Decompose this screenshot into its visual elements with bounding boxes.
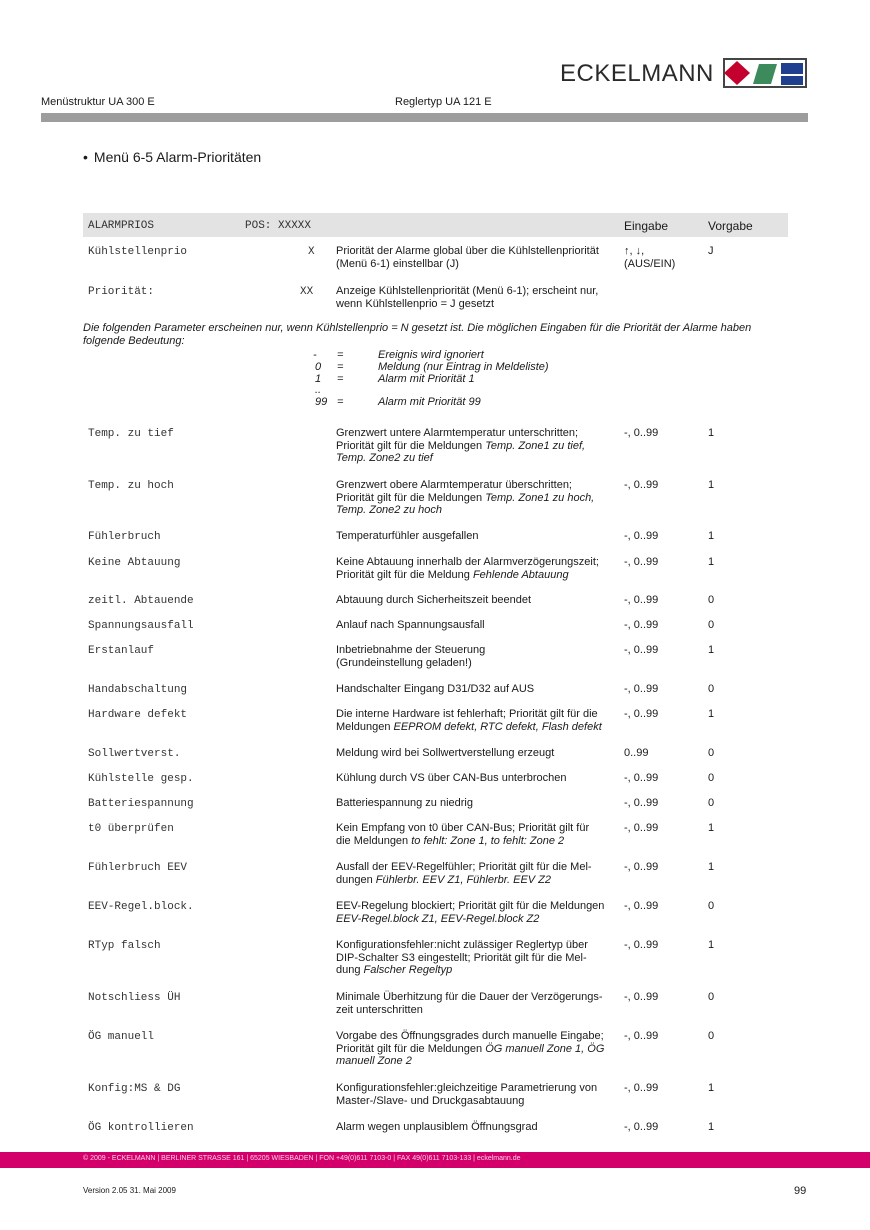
param-vorgabe: 1 bbox=[708, 708, 715, 720]
note-paragraph: Die folgenden Parameter erscheinen nur, wenn Kühlstellenprio = N gesetzt ist. Die möglichen Eingaben für die Priorität der Alarme haben folgende Bedeutung: bbox=[83, 322, 752, 347]
param-eingabe: -, 0..99 bbox=[624, 708, 659, 720]
param-name: Keine Abtauung bbox=[88, 557, 181, 569]
param-vorgabe: 1 bbox=[708, 427, 715, 439]
section-title-text: Menü 6-5 Alarm-Prioritäten bbox=[93, 149, 262, 165]
param-desc: Minimale Überhitzung für die Dauer der Verzögerungs- zeit unterschritten bbox=[336, 991, 603, 1016]
param-vorgabe: 0 bbox=[708, 797, 715, 809]
header-document-title: Menüstruktur UA 300 E bbox=[41, 96, 155, 108]
param-name: Sollwertverst. bbox=[88, 748, 181, 760]
param-desc: Inbetriebnahme der Steuerung (Grundeinstellung geladen!) bbox=[336, 644, 486, 669]
param-name: Batteriespannung bbox=[88, 798, 194, 810]
param-name: ÖG kontrollieren bbox=[88, 1122, 194, 1134]
param-eingabe: -, 0..99 bbox=[624, 772, 659, 784]
param-name: Notschliess ÜH bbox=[88, 992, 181, 1004]
param-name: Temp. zu hoch bbox=[88, 480, 174, 492]
param-name: Spannungsausfall bbox=[88, 620, 194, 632]
param-vorgabe: 1 bbox=[708, 530, 715, 542]
param-name: RTyp falsch bbox=[88, 940, 161, 952]
legend-equals: = bbox=[337, 373, 344, 385]
param-name: t0 überprüfen bbox=[88, 823, 174, 835]
param-name: Kühlstelle gesp. bbox=[88, 773, 194, 785]
param-eingabe: -, 0..99 bbox=[624, 479, 659, 491]
param-desc: Konfigurationsfehler:nicht zulässiger Reglertyp über DIP-Schalter S3 eingestellt; Priorität gilt für die Mel- dung Falscher Regeltyp bbox=[336, 939, 588, 976]
param-eingabe: -, 0..99 bbox=[624, 1030, 659, 1042]
param-name: Fühlerbruch bbox=[88, 531, 161, 543]
param-desc: Priorität der Alarme global über die Kühlstellenpriorität (Menü 6-1) einstellbar (J) bbox=[336, 245, 599, 270]
param-vorgabe: 1 bbox=[708, 1082, 715, 1094]
param-pos: X bbox=[308, 246, 315, 258]
legend-value: 1 bbox=[315, 373, 322, 385]
param-vorgabe: 0 bbox=[708, 900, 715, 912]
param-vorgabe: 0 bbox=[708, 683, 715, 695]
param-eingabe: -, 0..99 bbox=[624, 644, 659, 656]
param-name: Hardware defekt bbox=[88, 709, 188, 721]
param-vorgabe: 1 bbox=[708, 644, 715, 656]
legend-text: Ereignis wird ignoriert bbox=[378, 349, 484, 361]
param-desc: Anlauf nach Spannungsausfall bbox=[336, 619, 485, 631]
header-eingabe: Eingabe bbox=[624, 219, 669, 233]
param-desc: Temperaturfühler ausgefallen bbox=[336, 530, 479, 542]
legend-equals: = bbox=[337, 349, 344, 361]
param-eingabe: -, 0..99 bbox=[624, 683, 659, 695]
param-eingabe: -, 0..99 bbox=[624, 797, 659, 809]
param-eingabe: -, 0..99 bbox=[624, 991, 659, 1003]
header-controller-type: Reglertyp UA 121 E bbox=[395, 96, 492, 108]
param-name: Priorität: bbox=[88, 286, 155, 298]
legend-value: 0 bbox=[315, 361, 322, 373]
param-eingabe: -, 0..99 bbox=[624, 1121, 659, 1133]
logo-text: ECKELMANN bbox=[560, 60, 714, 87]
param-eingabe: -, 0..99 bbox=[624, 861, 659, 873]
param-vorgabe: 0 bbox=[708, 594, 715, 606]
logo-mark-icon bbox=[723, 58, 807, 88]
param-desc: Grenzwert untere Alarmtemperatur unterschritten; Priorität gilt für die Meldungen Temp. Zone1 zu tief, Temp. Zone2 zu tief bbox=[336, 427, 586, 464]
param-vorgabe: 0 bbox=[708, 991, 715, 1003]
param-desc: Die interne Hardware ist fehlerhaft; Priorität gilt für die Meldungen EEPROM defekt, RTC defekt, Flash defekt bbox=[336, 708, 602, 733]
legend-value: 99 bbox=[315, 396, 328, 408]
param-desc: Kein Empfang von t0 über CAN-Bus; Priorität gilt für die Meldungen to fehlt: Zone 1, to fehlt: Zone 2 bbox=[336, 822, 590, 847]
param-vorgabe: 1 bbox=[708, 556, 715, 568]
header-divider bbox=[41, 113, 808, 122]
param-desc: Ausfall der EEV-Regelfühler; Priorität gilt für die Mel- dungen Fühlerbr. EEV Z1, Fühlerbr. EEV Z2 bbox=[336, 861, 592, 886]
param-vorgabe: 0 bbox=[708, 619, 715, 631]
param-desc: Vorgabe des Öffnungsgrades durch manuelle Eingabe; Priorität gilt für die Meldungen ÖG manuell Zone 1, ÖG manuell Zone 2 bbox=[336, 1030, 605, 1067]
section-title bbox=[83, 149, 261, 165]
param-vorgabe: 0 bbox=[708, 772, 715, 784]
param-desc: Anzeige Kühlstellenpriorität (Menü 6-1); erscheint nur, wenn Kühlstellenprio = J gesetzt bbox=[336, 285, 599, 310]
legend-value: .. bbox=[315, 384, 322, 396]
param-desc: Abtauung durch Sicherheitszeit beendet bbox=[336, 594, 532, 606]
legend-value: - bbox=[313, 349, 317, 361]
param-vorgabe: 1 bbox=[708, 1121, 715, 1133]
param-eingabe: -, 0..99 bbox=[624, 619, 659, 631]
param-vorgabe: 1 bbox=[708, 861, 715, 873]
param-name: ÖG manuell bbox=[88, 1031, 155, 1043]
param-desc: Meldung wird bei Sollwertverstellung erzeugt bbox=[336, 747, 555, 759]
param-desc: Handschalter Eingang D31/D32 auf AUS bbox=[336, 683, 535, 695]
param-name: Fühlerbruch EEV bbox=[88, 862, 188, 874]
param-name: EEV-Regel.block. bbox=[88, 901, 194, 913]
param-name: Konfig:MS & DG bbox=[88, 1083, 181, 1095]
param-name: Kühlstellenprio bbox=[88, 246, 188, 258]
legend-text: Alarm mit Priorität 99 bbox=[378, 396, 481, 408]
param-eingabe: 0..99 bbox=[624, 747, 649, 759]
param-vorgabe: 1 bbox=[708, 939, 715, 951]
param-desc: Grenzwert obere Alarmtemperatur überschritten; Priorität gilt für die Meldungen Temp. Zone1 zu hoch, Temp. Zone2 zu hoch bbox=[336, 479, 595, 516]
param-desc: Kühlung durch VS über CAN-Bus unterbrochen bbox=[336, 772, 567, 784]
header-position: POS: XXXXX bbox=[245, 220, 312, 232]
version-info: Version 2.05 31. Mai 2009 bbox=[83, 1186, 176, 1195]
param-name: zeitl. Abtauende bbox=[88, 595, 194, 607]
param-eingabe: -, 0..99 bbox=[624, 900, 659, 912]
param-eingabe: -, 0..99 bbox=[624, 1082, 659, 1094]
company-logo bbox=[560, 58, 810, 88]
param-pos: XX bbox=[300, 286, 314, 298]
header-vorgabe: Vorgabe bbox=[708, 219, 753, 233]
param-name: Handabschaltung bbox=[88, 684, 188, 696]
bullet: • bbox=[83, 149, 88, 165]
param-eingabe: -, 0..99 bbox=[624, 427, 659, 439]
param-eingabe: -, 0..99 bbox=[624, 594, 659, 606]
param-eingabe: -, 0..99 bbox=[624, 939, 659, 951]
legend-text: Meldung (nur Eintrag in Meldeliste) bbox=[378, 361, 549, 373]
param-eingabe: -, 0..99 bbox=[624, 530, 659, 542]
param-vorgabe: J bbox=[708, 245, 714, 257]
param-desc: EEV-Regelung blockiert; Priorität gilt für die Meldungen EEV-Regel.block Z1, EEV-Regel.block Z2 bbox=[336, 900, 605, 925]
param-vorgabe: 1 bbox=[708, 822, 715, 834]
header-menu-name: ALARMPRIOS bbox=[88, 220, 155, 232]
param-name: Temp. zu tief bbox=[88, 428, 174, 440]
param-desc: Alarm wegen unplausiblem Öffnungsgrad bbox=[336, 1121, 538, 1133]
param-eingabe: -, 0..99 bbox=[624, 556, 659, 568]
param-eingabe: -, 0..99 bbox=[624, 822, 659, 834]
legend-equals: = bbox=[337, 396, 344, 408]
param-desc: Batteriespannung zu niedrig bbox=[336, 797, 473, 809]
param-desc: Konfigurationsfehler:gleichzeitige Parametrierung von Master-/Slave- und Druckgasabtauung bbox=[336, 1082, 598, 1107]
param-desc: Keine Abtauung innerhalb der Alarmverzögerungszeit; Priorität gilt für die Meldung Fehlende Abtauung bbox=[336, 556, 599, 581]
param-vorgabe: 0 bbox=[708, 1030, 715, 1042]
param-name: Erstanlauf bbox=[88, 645, 155, 657]
param-eingabe: ↑, ↓, (AUS/EIN) bbox=[624, 245, 676, 270]
param-vorgabe: 1 bbox=[708, 479, 715, 491]
table-header bbox=[83, 213, 788, 237]
footer-address: © 2009 - ECKELMANN | BERLINER STRASSE 161 | 65205 WIESBADEN | FON +49(0)611 7103-0 | FAX 49(0)611 7103-133 | eckelmann.de bbox=[83, 1155, 521, 1162]
legend-text: Alarm mit Priorität 1 bbox=[378, 373, 475, 385]
param-vorgabe: 0 bbox=[708, 747, 715, 759]
page-number: 99 bbox=[794, 1185, 807, 1197]
legend-equals: = bbox=[337, 361, 344, 373]
